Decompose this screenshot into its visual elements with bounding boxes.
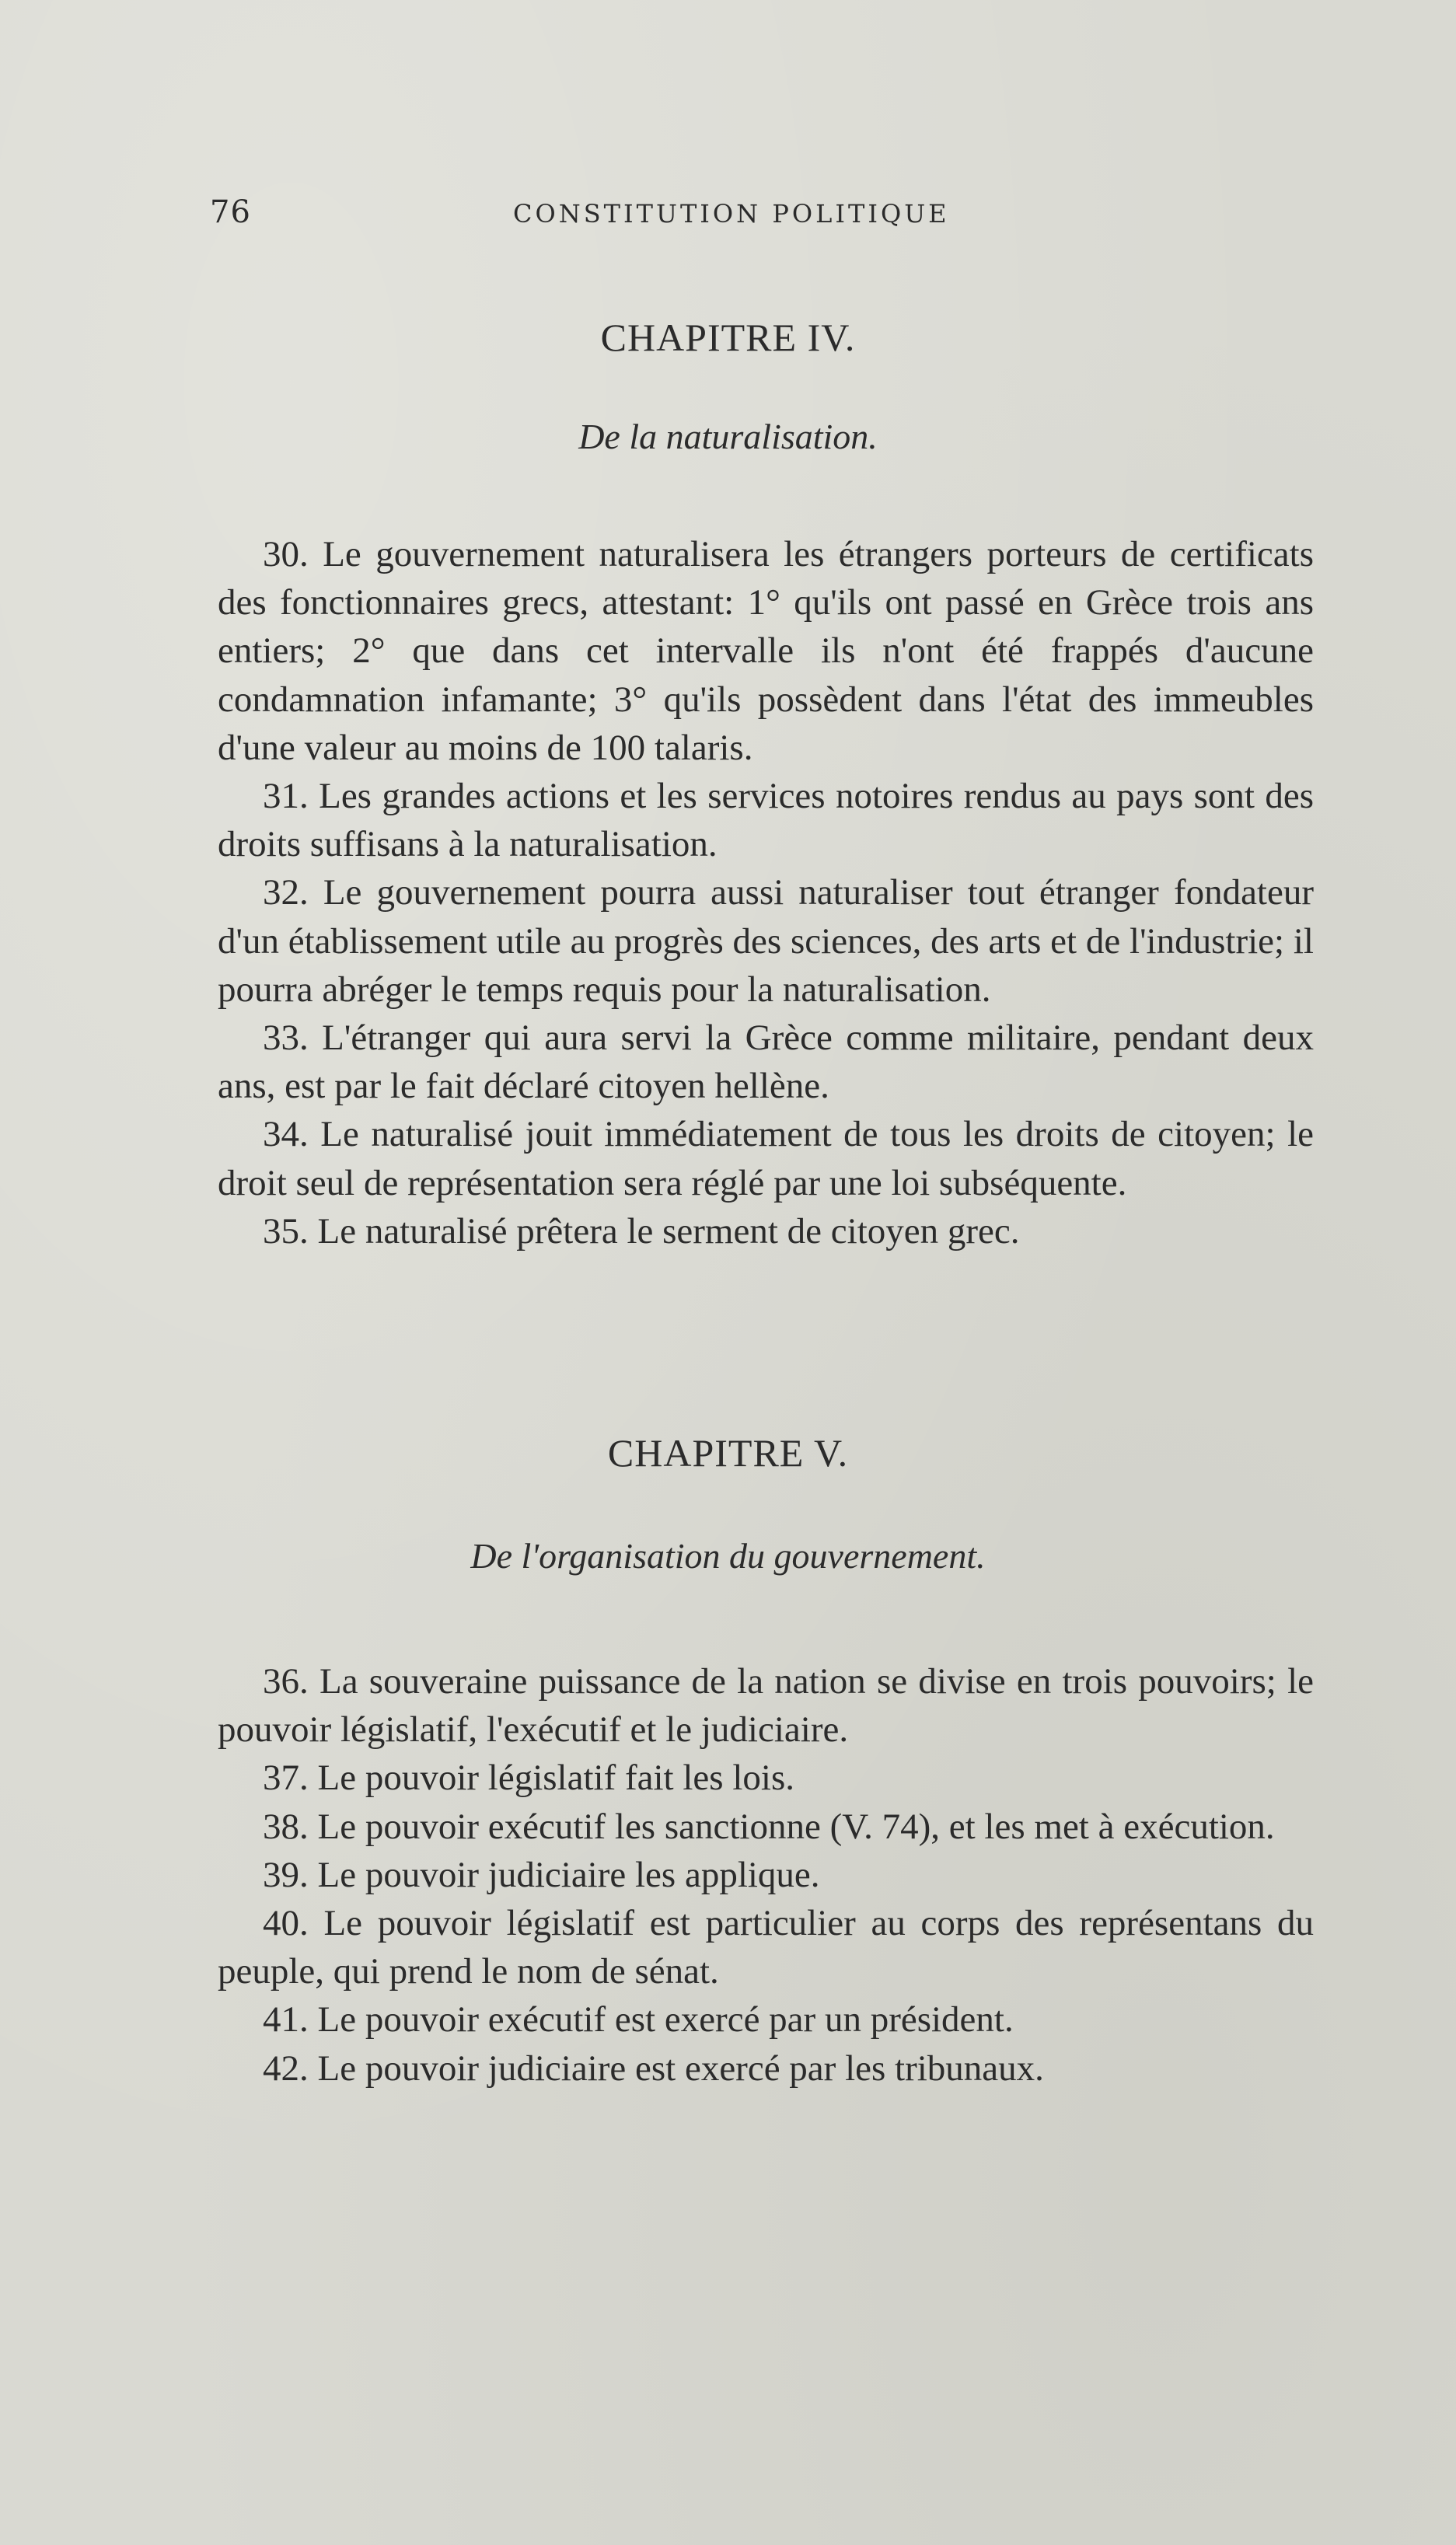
article-31: 31. Les grandes actions et les services notoires rendus au pays sont des droits suffisans à la naturalisation. <box>218 776 1314 865</box>
article-33: 33. L'étranger qui aura servi la Grèce comme militaire, pendant deux ans, est par le fait déclaré citoyen hellène. <box>218 1018 1314 1107</box>
article-41: 41. Le pouvoir exécutif est exercé par un président. <box>263 1999 1014 2041</box>
article-42: 42. Le pouvoir judiciaire est exercé par les tribunaux. <box>263 2048 1044 2089</box>
running-head <box>210 194 1011 233</box>
running-title: CONSTITUTION POLITIQUE <box>513 199 950 229</box>
article-30: 30. Le gouvernement naturalisera les étrangers porteurs de certificats des fonctionnaires grecs, attestant: 1° qu'ils ont passé en Grèce trois ans entiers; 2° que dans cet intervalle ils n'ont été frappés d'aucune condamnation infamante; 3° qu'ils possèdent dans l'état des immeubles d'une valeur au moins de 100 talaris. <box>218 534 1314 768</box>
article-34: 34. Le naturalisé jouit immédiatement de tous les droits de citoyen; le droit seul de représentation sera réglé par une loi subséquente. <box>218 1114 1314 1203</box>
article-35: 35. Le naturalisé prêtera le serment de citoyen grec. <box>263 1210 1020 1252</box>
chapter-4-subtitle: De la naturalisation. <box>578 417 878 456</box>
chapter-5-subtitle: De l'organisation du gouvernement. <box>470 1536 986 1576</box>
article-36: 36. La souveraine puissance de la nation se divise en trois pouvoirs; le pouvoir législatif, l'exécutif et le judiciaire. <box>218 1661 1314 1751</box>
chapter-4-articles <box>218 530 1314 1255</box>
article-40: 40. Le pouvoir législatif est particulier au corps des représentans du peuple, qui prend le nom de sénat. <box>218 1903 1314 1992</box>
chapter-5-heading: CHAPITRE V. <box>607 1431 849 1475</box>
article-32: 32. Le gouvernement pourra aussi naturaliser tout étranger fondateur d'un établissement utile au progrès des sciences, des arts et de l'industrie; il pourra abréger le temps requis pour la naturalisation. <box>218 872 1314 1010</box>
article-37: 37. Le pouvoir législatif fait les lois. <box>263 1758 794 1799</box>
article-38: 38. Le pouvoir exécutif les sanctionne (V. 74), et les met à exécution. <box>263 1806 1275 1847</box>
chapter-5-articles <box>218 1657 1314 2093</box>
page-number: 76 <box>210 194 251 230</box>
article-39: 39. Le pouvoir judiciaire les applique. <box>263 1854 820 1895</box>
chapter-4-heading: CHAPITRE IV. <box>600 316 856 359</box>
